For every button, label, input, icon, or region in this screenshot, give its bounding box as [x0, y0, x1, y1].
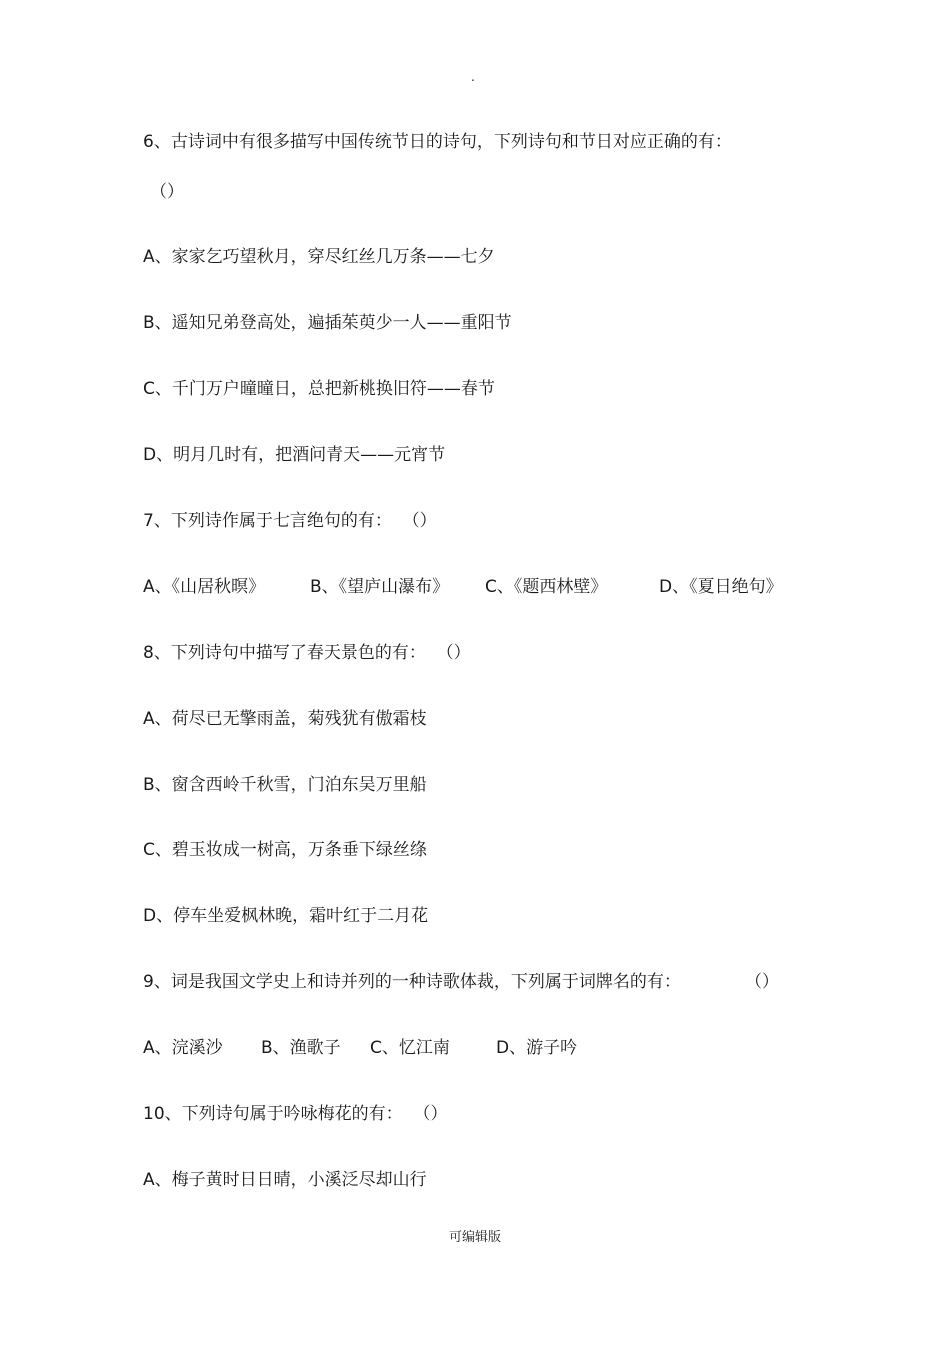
question-7-option-a: A、《山居秋暝》	[143, 577, 266, 597]
question-7-option-d: D、《夏日绝句》	[659, 577, 783, 597]
question-7-stem: 7、下列诗作属于七言绝句的有： （）	[143, 511, 437, 531]
question-9-stem: 9、词是我国文学史上和诗并列的一种诗歌体裁，下列属于词牌名的有：	[143, 972, 681, 992]
question-10-option-a: A、梅子黄时日日晴，小溪泛尽却山行	[143, 1170, 427, 1190]
question-6-paren: （）	[150, 182, 184, 202]
question-9-option-c: C、忆江南	[370, 1038, 450, 1058]
page-footer: 可编辑版	[448, 1230, 501, 1245]
question-8-option-c: C、碧玉妆成一树高，万条垂下绿丝绦	[143, 840, 427, 860]
question-7-option-c: C、《题西林壁》	[485, 577, 608, 597]
question-8-option-d: D、停车坐爱枫林晚，霜叶红于二月花	[143, 906, 429, 926]
question-8-stem: 8、下列诗句中描写了春天景色的有： （）	[143, 643, 471, 663]
question-9-option-b: B、渔歌子	[261, 1038, 341, 1058]
question-6-option-c: C、千门万户曈曈日，总把新桃换旧符——春节	[143, 379, 495, 399]
question-6-stem: 6、古诗词中有很多描写中国传统节日的诗句，下列诗句和节日对应正确的有：	[143, 132, 732, 152]
question-6-option-b: B、遥知兄弟登高处，遍插茱萸少一人——重阳节	[143, 313, 512, 333]
question-9-option-d: D、游子吟	[496, 1038, 578, 1058]
question-8-option-b: B、窗含西岭千秋雪，门泊东吴万里船	[143, 775, 427, 795]
question-10-stem: 10、下列诗句属于吟咏梅花的有： （）	[143, 1104, 448, 1124]
question-7-option-b: B、《望庐山瀑布》	[310, 577, 450, 597]
question-8-option-a: A、荷尽已无擎雨盖，菊残犹有傲霜枝	[143, 709, 427, 729]
question-6-option-a: A、家家乞巧望秋月，穿尽红丝几万条——七夕	[143, 247, 495, 267]
question-6-option-d: D、明月几时有，把酒问青天——元宵节	[143, 445, 446, 465]
question-9-option-a: A、浣溪沙	[143, 1038, 223, 1058]
question-9-paren: （）	[745, 972, 779, 992]
header-mark: .	[471, 70, 475, 84]
